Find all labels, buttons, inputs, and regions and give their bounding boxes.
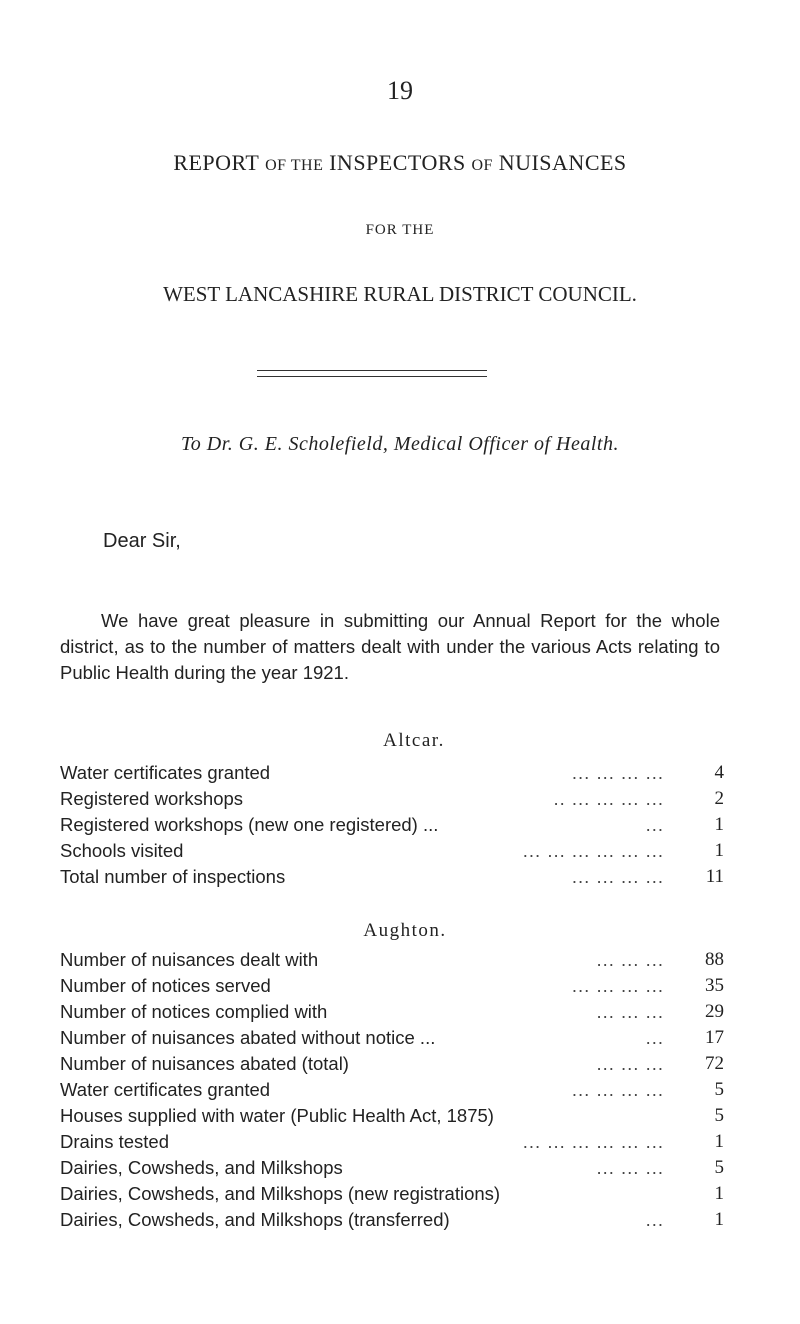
leader-dots: .. ... ... ... ... [553, 788, 664, 809]
leader-dots: ... ... ... ... [571, 866, 664, 887]
leader-dots: ... [645, 1209, 664, 1230]
title-word-nuisances: NUISANCES [498, 150, 627, 175]
item-value: 4 [714, 762, 724, 783]
item-label: Dairies, Cowsheds, and Milkshops (new registrations) [60, 1183, 501, 1204]
title-for-the: FOR THE [365, 222, 435, 238]
leader-dots: ... ... ... [596, 949, 664, 970]
item-value: 1 [714, 1131, 724, 1152]
list-item [60, 786, 724, 812]
leader-dots: ... ... ... ... [571, 1079, 664, 1100]
list-item [60, 1129, 724, 1155]
leader-dots: ... ... ... ... [571, 975, 664, 996]
title-word-inspectors: INSPECTORS [329, 150, 466, 175]
item-label: Number of nuisances abated (total) [60, 1053, 349, 1074]
title-word-report: REPORT [173, 150, 260, 175]
list-item [60, 973, 724, 999]
list-item [60, 1181, 724, 1207]
list-item [60, 838, 724, 864]
item-label: Dairies, Cowsheds, and Milkshops [60, 1157, 343, 1178]
page-number: 19 [387, 76, 413, 105]
report-title [0, 150, 800, 176]
item-label: Number of nuisances dealt with [60, 949, 319, 970]
item-label: Water certificates granted [60, 762, 271, 783]
item-value: 17 [705, 1027, 724, 1048]
leader-dots: ... ... ... [596, 1001, 664, 1022]
list-item [60, 760, 724, 786]
council-name: WEST LANCASHIRE RURAL DISTRICT COUNCIL. [163, 282, 637, 306]
leader-dots: ... ... ... ... ... ... [522, 1131, 664, 1152]
item-label: Number of notices complied with [60, 1001, 328, 1022]
item-label: Drains tested [60, 1131, 169, 1152]
item-value: 72 [705, 1053, 724, 1074]
leader-dots: ... ... ... ... ... ... [522, 840, 664, 861]
item-value: 1 [714, 840, 724, 861]
leader-dots: ... ... ... [596, 1053, 664, 1074]
item-label: Schools visited [60, 840, 184, 861]
leader-dots: ... [645, 1027, 664, 1048]
list-item [60, 999, 724, 1025]
item-label: Total number of inspections [60, 866, 286, 887]
section-title-aughton: Aughton. [363, 920, 447, 941]
item-value: 1 [714, 1209, 724, 1230]
section-title-altcar: Altcar. [383, 730, 445, 751]
leader-dots: ... ... ... [596, 1157, 664, 1178]
title-word-of-the: OF THE [265, 157, 324, 174]
item-value: 5 [714, 1105, 724, 1126]
item-label: Registered workshops (new one registered) ... [60, 814, 439, 835]
addressee-line: To Dr. G. E. Scholefield, Medical Officer of Health. [181, 433, 619, 455]
item-value: 35 [705, 975, 724, 996]
list-item [60, 1077, 724, 1103]
aughton-list [60, 947, 724, 1233]
altcar-list [60, 760, 724, 890]
list-item [60, 812, 724, 838]
title-word-of: OF [471, 157, 493, 174]
item-value: 1 [714, 1183, 724, 1204]
double-rule-top [257, 370, 487, 371]
item-label: Number of nuisances abated without notice ... [60, 1027, 436, 1048]
item-value: 5 [714, 1079, 724, 1100]
item-label: Water certificates granted [60, 1079, 271, 1100]
list-item [60, 1025, 724, 1051]
intro-paragraph: We have great pleasure in submitting our Annual Report for the whole district, as to the number of matters dealt with under the various Acts relating to Public Health during the year 1921. [60, 610, 720, 683]
list-item [60, 1155, 724, 1181]
item-value: 5 [714, 1157, 724, 1178]
salutation: Dear Sir, [103, 530, 181, 552]
item-value: 29 [705, 1001, 724, 1022]
item-label: Dairies, Cowsheds, and Milkshops (transferred) [60, 1209, 450, 1230]
item-label: Houses supplied with water (Public Health Act, 1875) [60, 1105, 494, 1126]
list-item [60, 864, 724, 890]
leader-dots: ... [645, 814, 664, 835]
item-value: 88 [705, 949, 724, 970]
list-item [60, 947, 724, 973]
item-value: 1 [714, 814, 724, 835]
item-value: 2 [714, 788, 724, 809]
list-item [60, 1207, 724, 1233]
list-item [60, 1103, 724, 1129]
item-label: Number of notices served [60, 975, 271, 996]
list-item [60, 1051, 724, 1077]
item-value: 11 [705, 866, 724, 887]
item-label: Registered workshops [60, 788, 244, 809]
double-rule-bottom [257, 376, 487, 377]
leader-dots: ... ... ... ... [571, 762, 664, 783]
